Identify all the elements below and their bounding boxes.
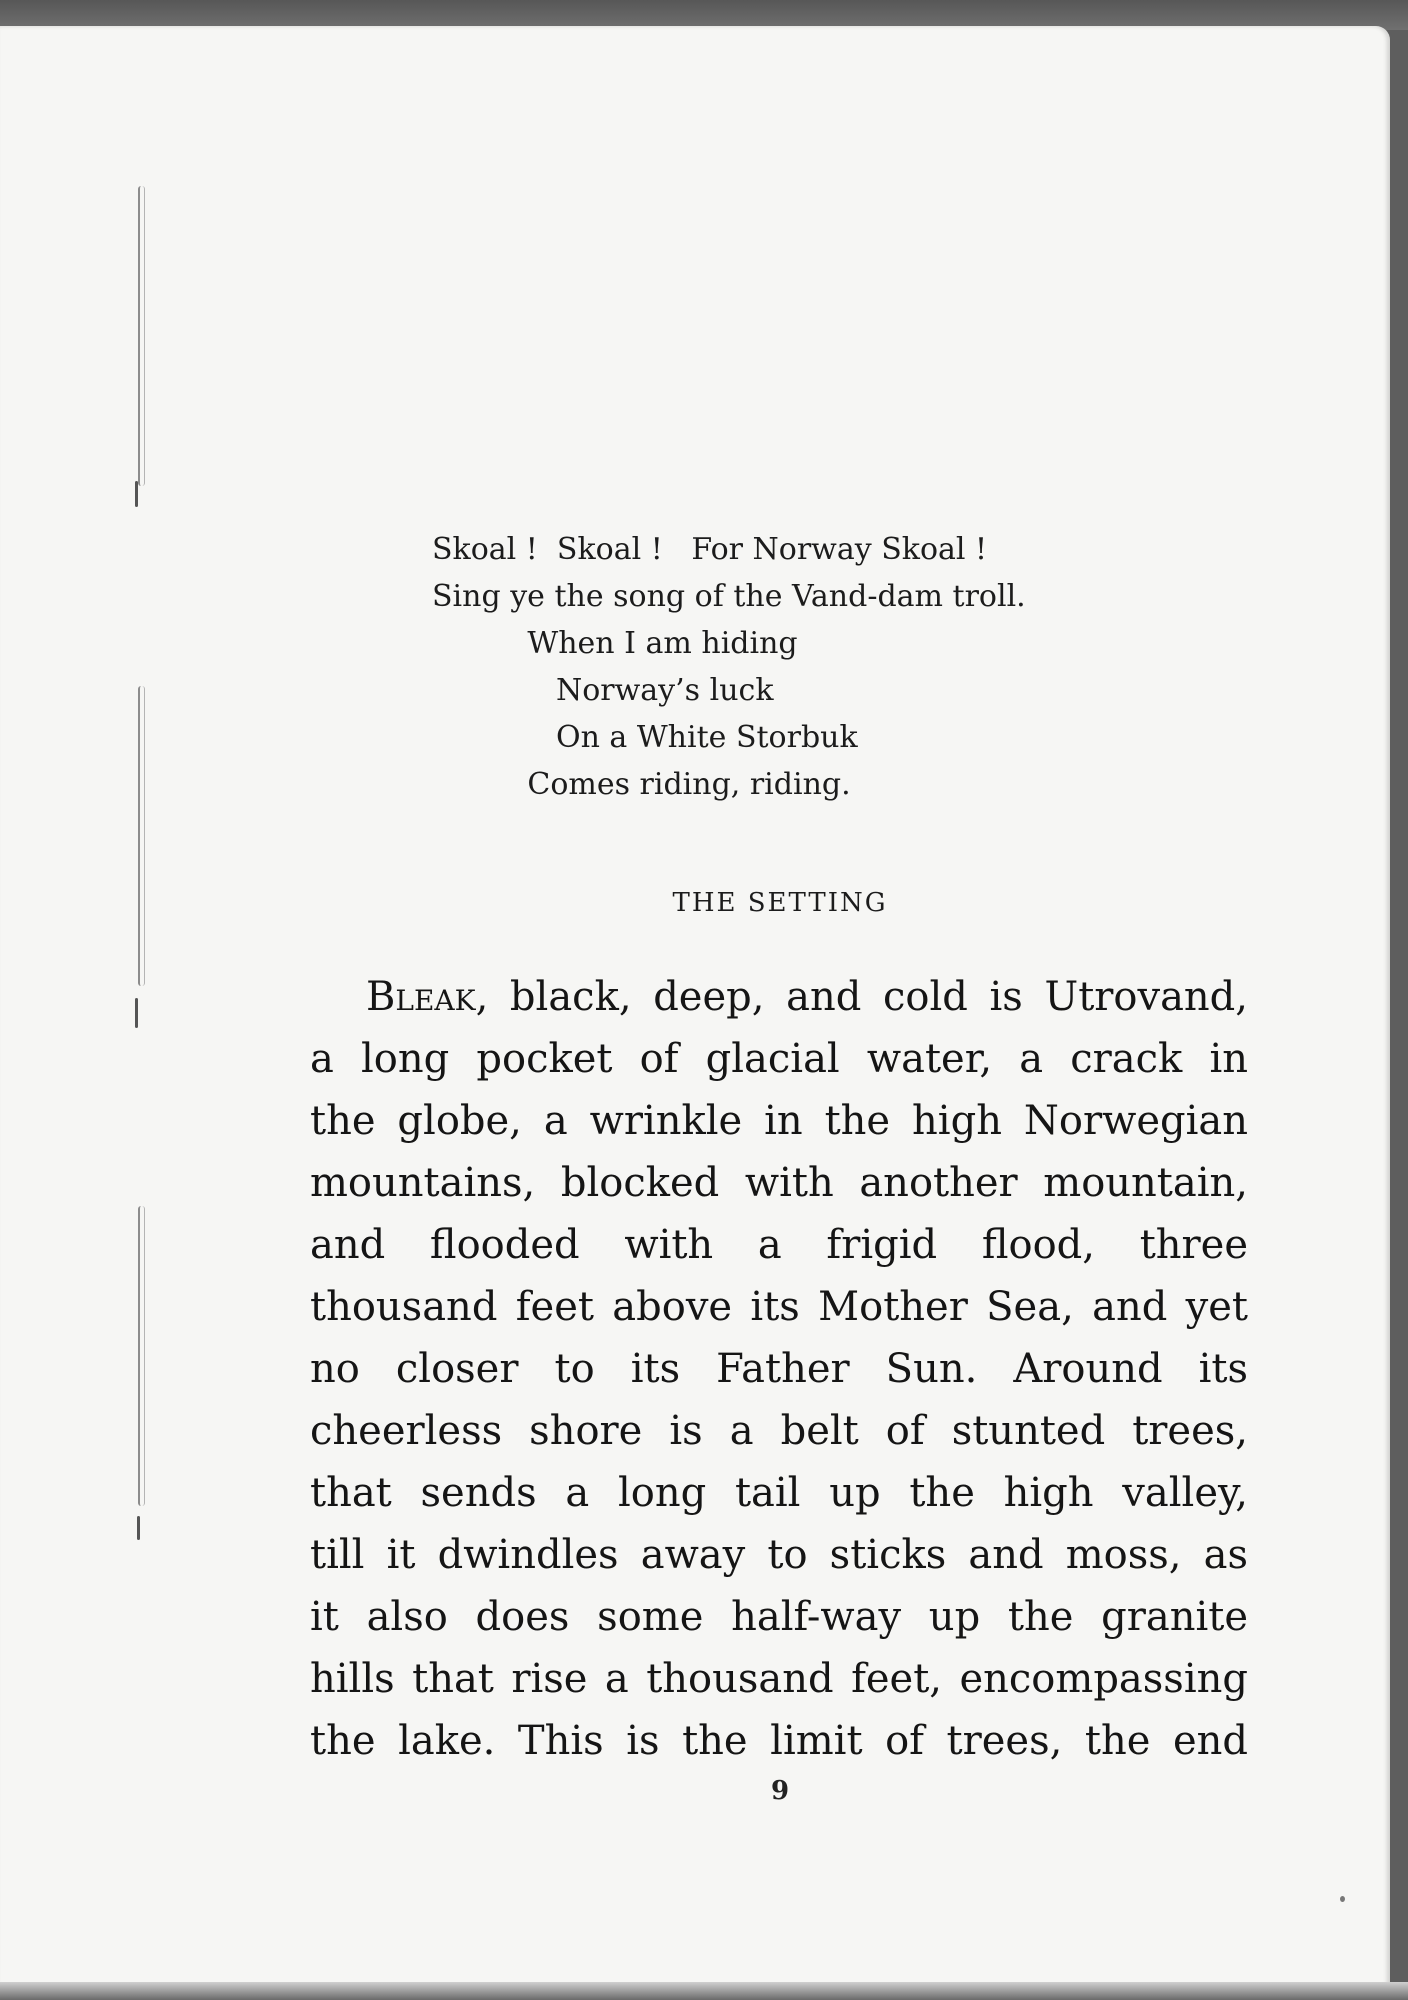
verse-line: Skoal ! Skoal ! For Norway Skoal !: [432, 532, 988, 567]
epigraph-verse: [432, 526, 1026, 808]
verse-line: Sing ye the song of the Vand-dam troll.: [432, 579, 1026, 614]
verse-line: When I am hiding: [432, 626, 798, 661]
binding-stitch: [138, 186, 145, 486]
paragraph-line: Bleak, black, deep, and cold is Utrovand,: [366, 974, 1248, 1020]
section-heading: THE SETTING: [672, 888, 888, 918]
paragraph-line: a long pocket of glacial water, a crack in: [310, 1036, 1248, 1082]
book-page: [0, 26, 1390, 1986]
paragraph-line: no closer to its Father Sun. Around its: [310, 1346, 1248, 1392]
binding-stitch: [138, 1206, 145, 1506]
body-paragraph: [310, 966, 1248, 1772]
verse-line: Norway’s luck: [432, 673, 774, 708]
binding-stitch: [138, 686, 145, 986]
page-number: 9: [770, 1776, 790, 1806]
paragraph-line: mountains, blocked with another mountain,: [310, 1160, 1248, 1206]
paragraph-line: that sends a long tail up the high valley,: [310, 1470, 1248, 1516]
drop-word: Bleak,: [366, 974, 489, 1020]
paragraph-line: it also does some half-way up the granite: [310, 1594, 1248, 1640]
paragraph-line: the globe, a wrinkle in the high Norwegian: [310, 1098, 1248, 1144]
paragraph-line: and flooded with a frigid flood, three: [310, 1222, 1248, 1268]
paper-speck: [1340, 1896, 1345, 1902]
paragraph-line: cheerless shore is a belt of stunted trees,: [310, 1408, 1248, 1454]
verse-line: On a White Storbuk: [432, 720, 858, 755]
paragraph-line: till it dwindles away to sticks and moss, as: [310, 1532, 1248, 1578]
verse-line: Comes riding, riding.: [432, 767, 851, 802]
binding-thread: [135, 998, 138, 1028]
binding-thread: [135, 481, 138, 507]
scan-bottom-edge: [0, 1982, 1408, 2000]
binding-gutter: [128, 26, 152, 1986]
paragraph-line: hills that rise a thousand feet, encompassing: [310, 1656, 1248, 1702]
paragraph-line: the lake. This is the limit of trees, the end: [310, 1718, 1248, 1764]
binding-thread: [137, 1516, 140, 1540]
paragraph-line: thousand feet above its Mother Sea, and yet: [310, 1284, 1248, 1330]
